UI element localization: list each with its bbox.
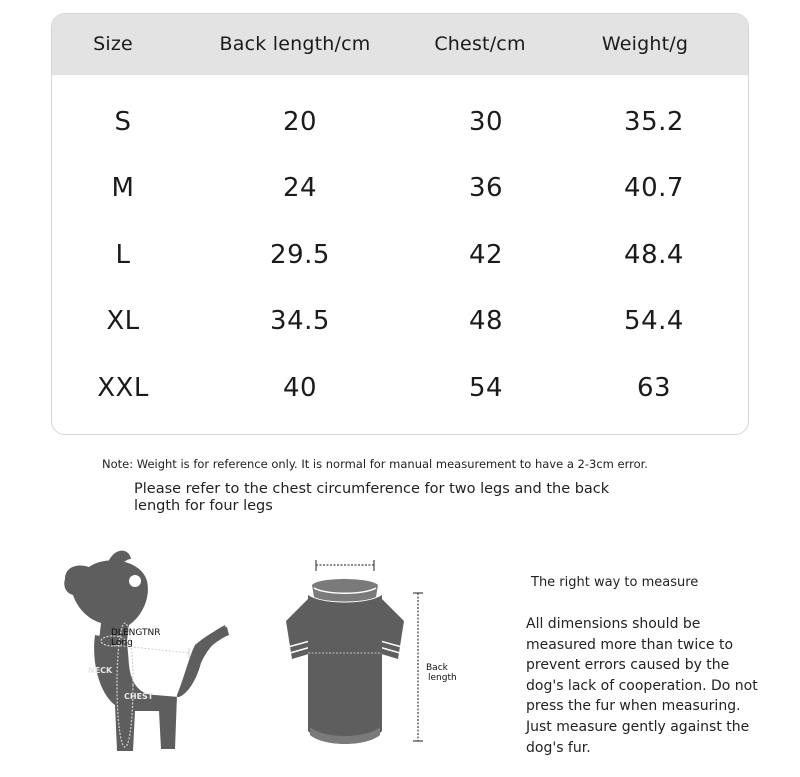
- guide-body: All dimensions should be measured more than twice to prevent errors caused by the dog's lack of cooperation. Do not press the fur when measuring. Just measure gently against the dog's fur.: [526, 616, 758, 756]
- cell-size: S: [114, 107, 132, 137]
- cell-chest: 48: [468, 306, 504, 336]
- back-length-label-1: Back: [426, 663, 448, 673]
- cell-size: XXL: [97, 373, 149, 403]
- cell-size: XL: [106, 306, 140, 336]
- dog-shirt-icon: [278, 555, 468, 750]
- cell-back-length: 34.5: [270, 306, 330, 336]
- cell-weight: 40.7: [624, 173, 684, 203]
- cell-chest: 36: [468, 173, 504, 203]
- cell-back-length: 40: [282, 373, 318, 403]
- weight-note: Note: Weight is for reference only. It is normal for manual measurement to have a 2-3cm error.: [102, 457, 648, 471]
- table-header: [52, 14, 748, 75]
- length-label-1: DLENGTNR: [111, 628, 161, 638]
- cell-size: M: [111, 173, 135, 203]
- cell-back-length: 29.5: [270, 240, 330, 270]
- dog-measurement-figure: [55, 545, 235, 755]
- cell-size: L: [115, 240, 131, 270]
- cell-chest: 42: [468, 240, 504, 270]
- cell-weight: 48.4: [624, 240, 684, 270]
- cell-weight: 63: [636, 373, 672, 403]
- refer-note: Please refer to the chest circumference for two legs and the back length for four legs: [134, 481, 610, 514]
- dog-silhouette-icon: [55, 545, 235, 755]
- chest-label: CHEST: [124, 692, 154, 701]
- guide-title: The right way to measure: [531, 575, 699, 590]
- cell-weight: 35.2: [624, 107, 684, 137]
- cell-back-length: 24: [282, 173, 318, 203]
- length-label-2: Long: [111, 638, 133, 648]
- cell-weight: 54.4: [624, 306, 684, 336]
- size-table: [51, 13, 749, 435]
- header-weight: Weight/g: [601, 33, 689, 55]
- cell-chest: 54: [468, 373, 504, 403]
- header-back-length: Back length/cm: [219, 33, 371, 55]
- cell-back-length: 20: [282, 107, 318, 137]
- shirt-measurement-figure: [278, 555, 468, 750]
- neck-label: NECK: [88, 666, 113, 675]
- header-size: Size: [93, 33, 133, 55]
- back-length-label-2: length: [428, 673, 457, 683]
- header-chest: Chest/cm: [434, 33, 526, 55]
- cell-chest: 30: [468, 107, 504, 137]
